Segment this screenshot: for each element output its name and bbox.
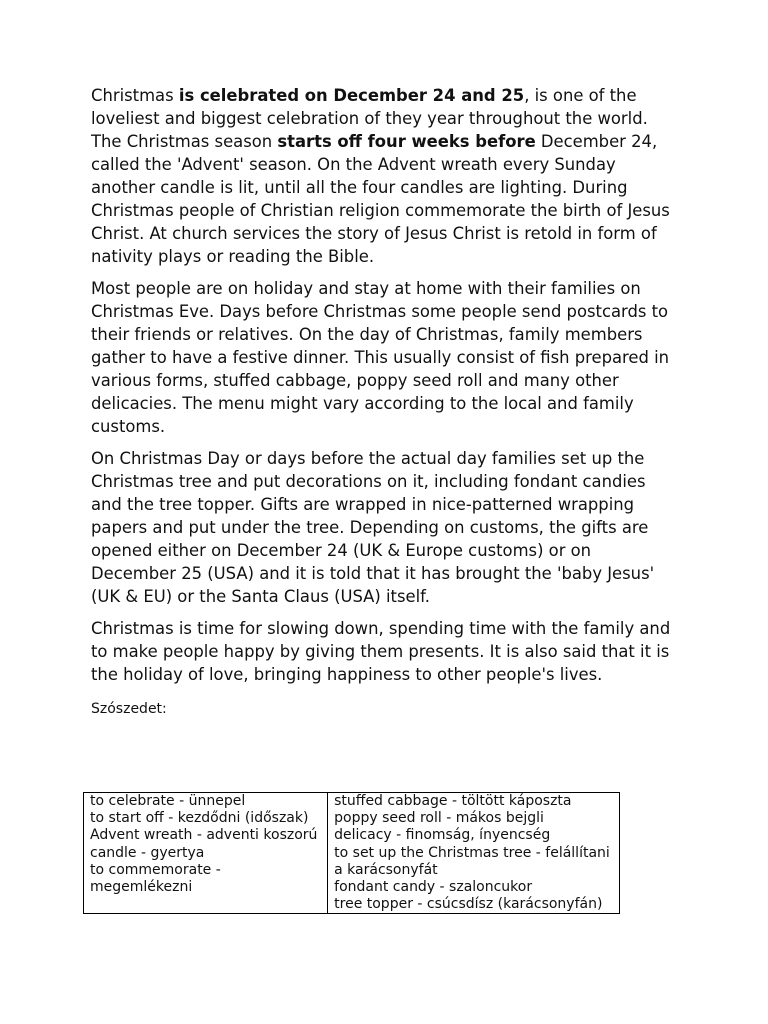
glossary-entry: to commemorate - megemlékezni — [90, 861, 221, 896]
glossary-entry: delicacy - finomság, ínyencség — [334, 827, 551, 844]
glossary-entry: fondant candy - szaloncukor — [334, 879, 533, 896]
paragraph-3 — [91, 447, 681, 608]
glossary-entry: stuffed cabbage - töltött káposzta — [334, 793, 572, 809]
glossary-entry: to celebrate - ünnepel — [90, 793, 246, 809]
p1-text-2: , is one of the loveliest and biggest celebration of they year throughout the world. The Christmas season — [91, 86, 648, 151]
glossary-entry: candle - gyertya — [90, 844, 205, 861]
paragraph-1 — [91, 84, 681, 268]
glossary-entry: Advent wreath - adventi koszorú — [90, 827, 318, 844]
table-row — [84, 793, 620, 914]
glossary-label: Szószedet: — [91, 701, 167, 717]
paragraph-4 — [91, 617, 681, 686]
document-page — [91, 84, 681, 728]
p1-text-1: Christmas — [91, 86, 179, 105]
p1-text-3: December 24, called the 'Advent' season. On the Advent wreath every Sunday another candle is lit, until all the four candles are lighting. During Christmas people of Christian religion commemorate the birth of Jesus Christ. At church services the story of Jesus Christ is retold in form of nativity plays or reading the Bible. — [91, 132, 670, 266]
glossary-entry: poppy seed roll - mákos bejgli — [334, 810, 544, 827]
glossary-entry: to start off - kezdődni (időszak) — [90, 810, 309, 827]
p3-text: On Christmas Day or days before the actual day families set up the Christmas tree and put decorations on it, including fondant candies and the tree topper. Gifts are wrapped in nice-patterned wrapping papers and put under the tree. Depending on customs, the gifts are opened either on December 24 (UK & Europe customs) or on December 25 (USA) and it is told that it has brought the 'baby Jesus' (UK & EU) or the Santa Claus (USA) itself. — [91, 449, 655, 606]
glossary-entry: to set up the Christmas tree - felállítani a karácsonyfát — [334, 844, 610, 878]
paragraph-2 — [91, 277, 681, 438]
p1-bold-four-weeks: starts off four weeks before — [277, 132, 536, 151]
glossary-table — [83, 792, 620, 914]
p2-text: Most people are on holiday and stay at home with their families on Christmas Eve. Days before Christmas some people send postcards to their friends or relatives. On the day of Christmas, family members gather to have a festive dinner. This usually consist of fish prepared in various forms, stuffed cabbage, poppy seed roll and many other delicacies. The menu might vary according to the local and family customs. — [91, 279, 670, 436]
p1-bold-dates: is celebrated on December 24 and 25 — [178, 86, 525, 105]
p4-text: Christmas is time for slowing down, spending time with the family and to make people happy by giving them presents. It is also said that it is the holiday of love, bringing happiness to other people's lives. — [91, 619, 671, 684]
glossary-entry: tree topper - csúcsdísz (karácsonyfán) — [334, 896, 603, 913]
glossary-right-column — [328, 793, 620, 914]
glossary-left-column — [84, 793, 328, 914]
